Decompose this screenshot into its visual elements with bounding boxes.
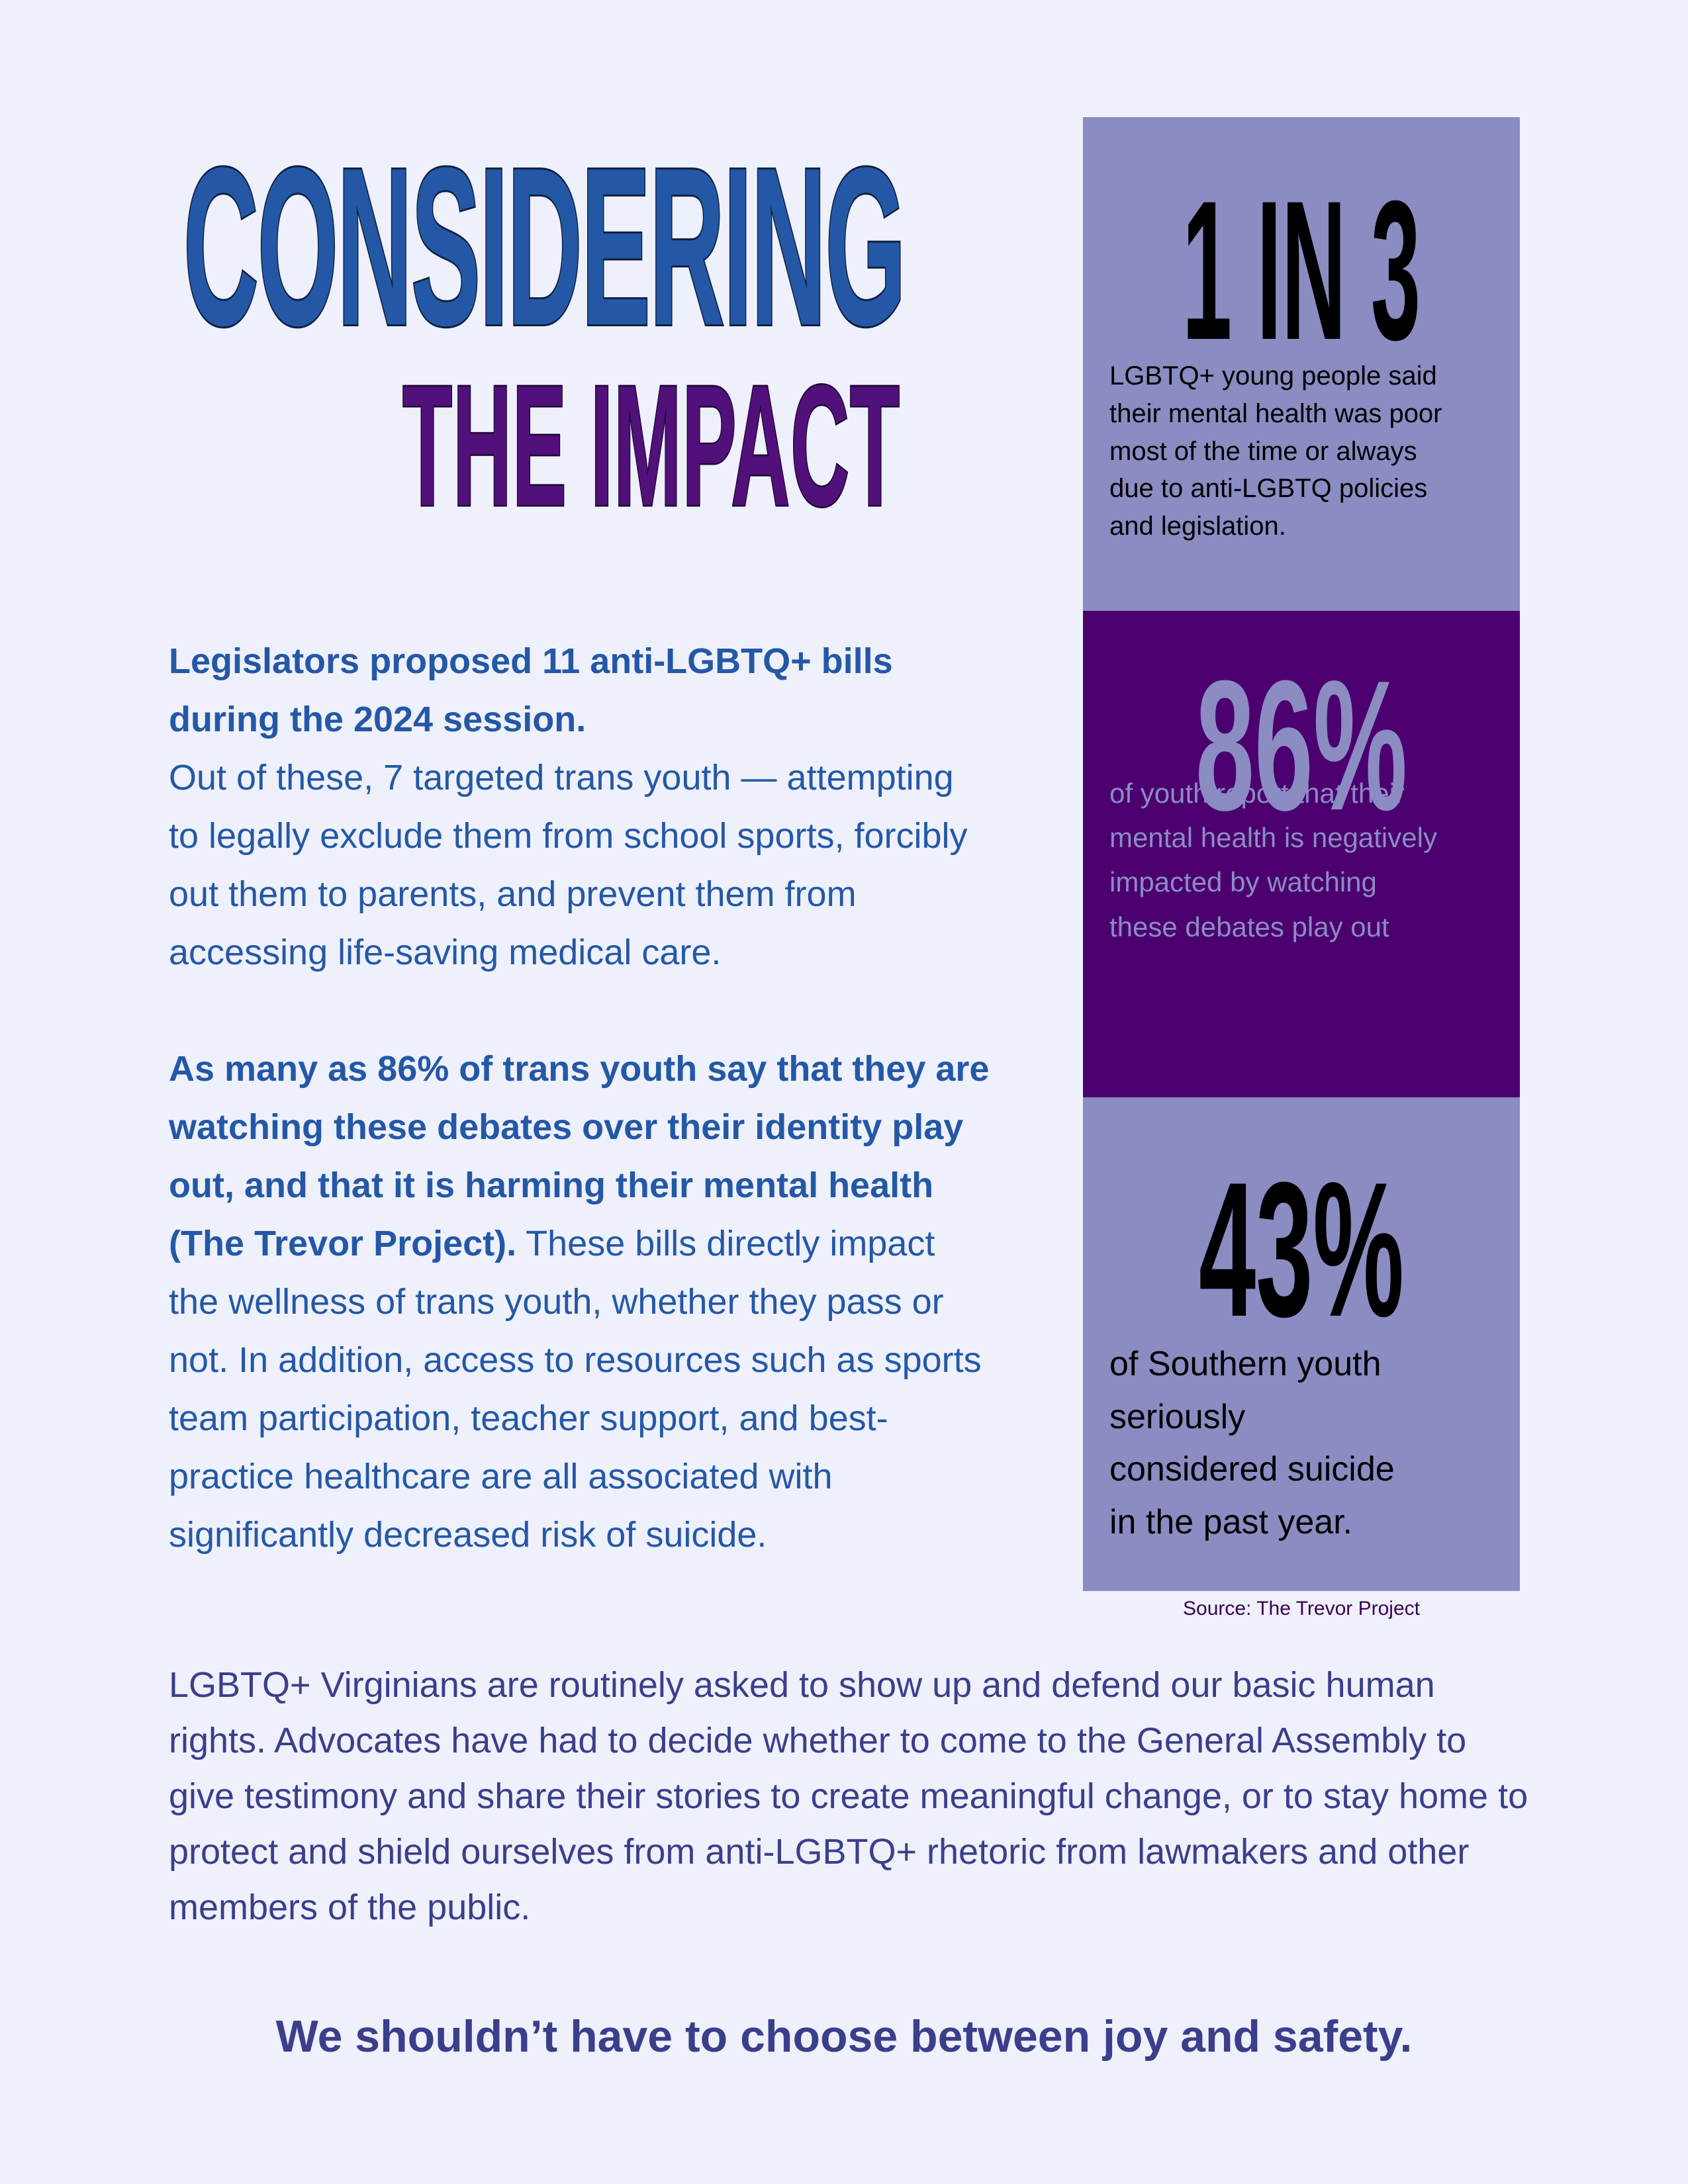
title-line-2: THE IMPACT [402, 350, 900, 526]
stat-3-caption-line: of Southern youth [1109, 1345, 1382, 1383]
stat-1-caption-line: LGBTQ+ young people said [1109, 361, 1437, 390]
stat-2-caption-line: of youth report that their [1109, 778, 1405, 809]
stat-3-caption-line: in the past year. [1109, 1502, 1353, 1541]
stat-1-caption-line: and legislation. [1109, 512, 1286, 541]
paragraph-legislation [169, 632, 990, 981]
paragraph-spacer [169, 981, 990, 1040]
paragraph-body: Out of these, 7 targeted trans youth — attempting to legally exclude them from school sports, forcibly out them to parents, and prevent them from accessing life-saving medical care. [169, 758, 968, 972]
paragraph-lead: Legislators proposed 11 anti-LGBTQ+ bills during the 2024 session. [169, 641, 893, 739]
stat-3-caption-line: seriously [1109, 1397, 1246, 1436]
paragraph-body: These bills directly impact the wellness of trans youth, whether they pass or not. In addition, access to resources such as sports team participation, teacher support, and best-practice healthcare are all associated with significantly decreased risk of suicide. [169, 1224, 982, 1555]
closing-statement: We shouldn’t have to choose between joy and safety. [275, 2011, 1413, 2062]
stat-1-figure: 1 IN 3 [1182, 159, 1421, 381]
source-note: Source: The Trevor Project [1183, 1598, 1420, 1619]
stat-1-caption-line: their mental health was poor [1109, 398, 1442, 428]
stat-1-caption-line: most of the time or always [1109, 436, 1417, 466]
stat-2-caption [1109, 771, 1493, 949]
advocates-paragraph: LGBTQ+ Virginians are routinely asked to show up and defend our basic human rights. Advocates have had to decide whether to come to the General Assembly to give testimony and share their stories to create meaningful change, or to stay home to protect and shield ourselves from anti-LGBTQ+ rhetoric from lawmakers and other members of the public. [169, 1665, 1528, 1927]
paragraph-trans-youth [169, 1040, 990, 1564]
paragraph-lead: As many as 86% of trans youth say that they are watching these debates over their identity play out, and that it is harming their mental health (The Trevor Project). [169, 1049, 990, 1263]
stat-3-caption-line: considered suicide [1109, 1450, 1395, 1489]
stat-3-caption [1109, 1338, 1493, 1549]
body-text [169, 632, 990, 1564]
stat-2-figure: 86% [1196, 643, 1407, 849]
title-line-1: CONSIDERING [183, 121, 905, 373]
title-graphic [173, 63, 915, 526]
stat-3-figure: 43% [1199, 1142, 1404, 1357]
stat-2-caption-line: mental health is negatively [1109, 822, 1437, 854]
stat-1-caption [1109, 357, 1493, 545]
page-title [173, 63, 915, 526]
stat-1-caption-line: due to anti-LGBTQ policies [1109, 474, 1428, 504]
stat-2-caption-line: impacted by watching [1109, 866, 1377, 898]
stat-2-caption-line: these debates play out [1109, 911, 1389, 942]
